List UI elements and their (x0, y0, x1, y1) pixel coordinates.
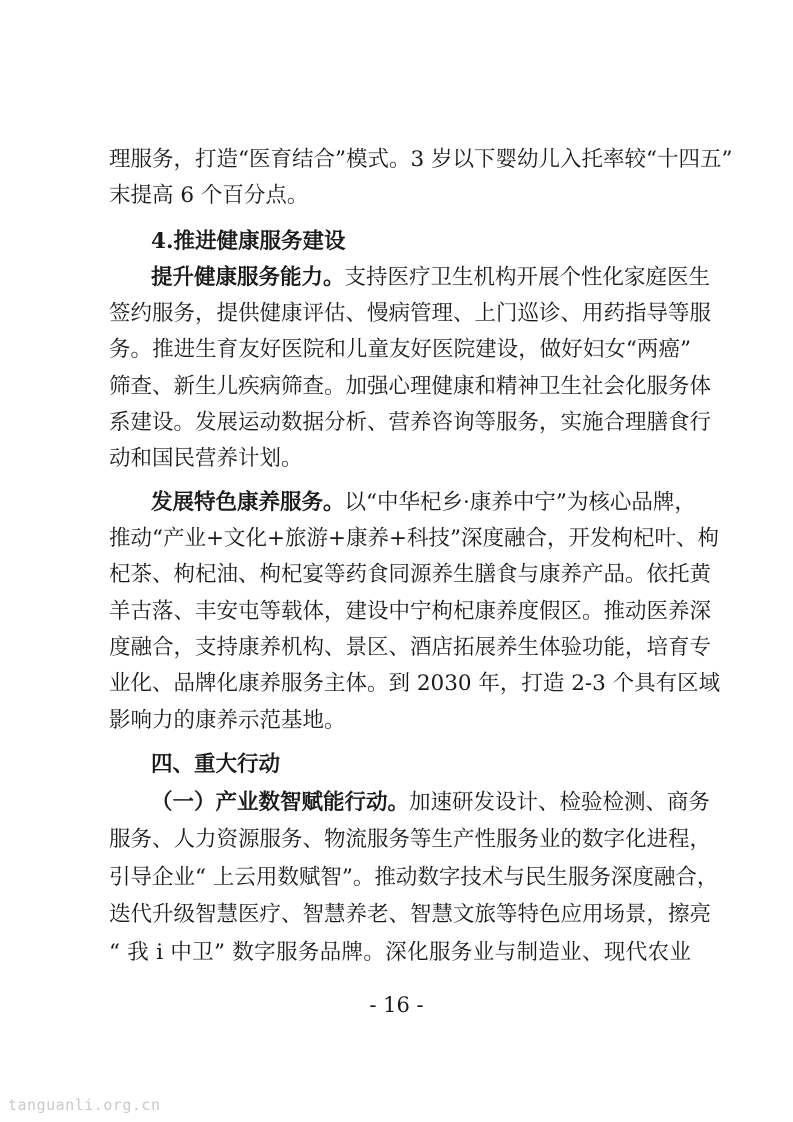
body-line: 羊古落、丰安屯等载体，建设中宁枸杞康养度假区。推动医养深 (109, 599, 712, 624)
body-line: 系建设。发展运动数据分析、营养咨询等服务，实施合理膳食行 (109, 410, 712, 435)
watermark: tanguanli.org.cn (8, 1096, 161, 1114)
paragraph-first-line (151, 260, 711, 296)
body-line: 服务、人力资源服务、物流服务等生产性服务业的数字化进程， (109, 827, 712, 852)
paragraph-text: 支持医疗卫生机构开展个性化家庭医生 (344, 265, 711, 290)
paragraph-lead: （一）产业数智赋能行动。 (151, 790, 410, 815)
paragraph-text: 加速研发设计、检验检测、商务 (409, 790, 711, 815)
paragraph-lead: 发展特色康养服务。 (151, 490, 345, 515)
body-line: 引导企业“ 上云用数赋智”。推动数字技术与民生服务深度融合， (109, 865, 719, 890)
body-line: 业化、品牌化康养服务主体。到 2030 年，打造 2-3 个具有区域 (109, 671, 721, 696)
body-line: 杞茶、枸杞油、枸杞宴等药食同源养生膳食与康养产品。依托黄 (109, 562, 712, 587)
body-line: 动和国民营养计划。 (109, 446, 303, 471)
body-line: 影响力的康养示范基地。 (109, 708, 346, 733)
body-line: 度融合，支持康养机构、景区、酒店拓展养生体验功能，培育专 (109, 635, 712, 660)
body-line: 理服务，打造“医育结合”模式。3 岁以下婴幼儿入托率较“十四五” (109, 147, 733, 172)
body-line: 务。推进生育友好医院和儿童友好医院建设，做好妇女“两癌” (109, 337, 691, 362)
body-line: 筛查、新生儿疾病筛查。加强心理健康和精神卫生社会化服务体 (109, 374, 712, 399)
body-line: 末提高 6 个百分点。 (109, 183, 309, 208)
section-heading: 四、重大行动 (151, 752, 281, 777)
paragraph-first-line (151, 785, 711, 821)
body-line: “ 我 i 中卫” 数字服务品牌。深化服务业与制造业、现代农业 (109, 940, 691, 965)
paragraph-text: 以“中华杞乡·康养中宁”为核心品牌， (344, 490, 696, 515)
body-line: 签约服务，提供健康评估、慢病管理、上门巡诊、用药指导等服 (109, 301, 712, 326)
page-number: - 16 - (369, 993, 424, 1017)
body-line: 迭代升级智慧医疗、智慧养老、智慧文旅等特色应用场景，擦亮 (109, 902, 712, 927)
body-line: 推动“产业+文化+旅游+康养+科技”深度融合，开发枸杞叶、枸 (109, 526, 720, 551)
section-heading: 4.推进健康服务建设 (151, 229, 346, 254)
paragraph-first-line (151, 485, 696, 521)
paragraph-lead: 提升健康服务能力。 (151, 265, 345, 290)
